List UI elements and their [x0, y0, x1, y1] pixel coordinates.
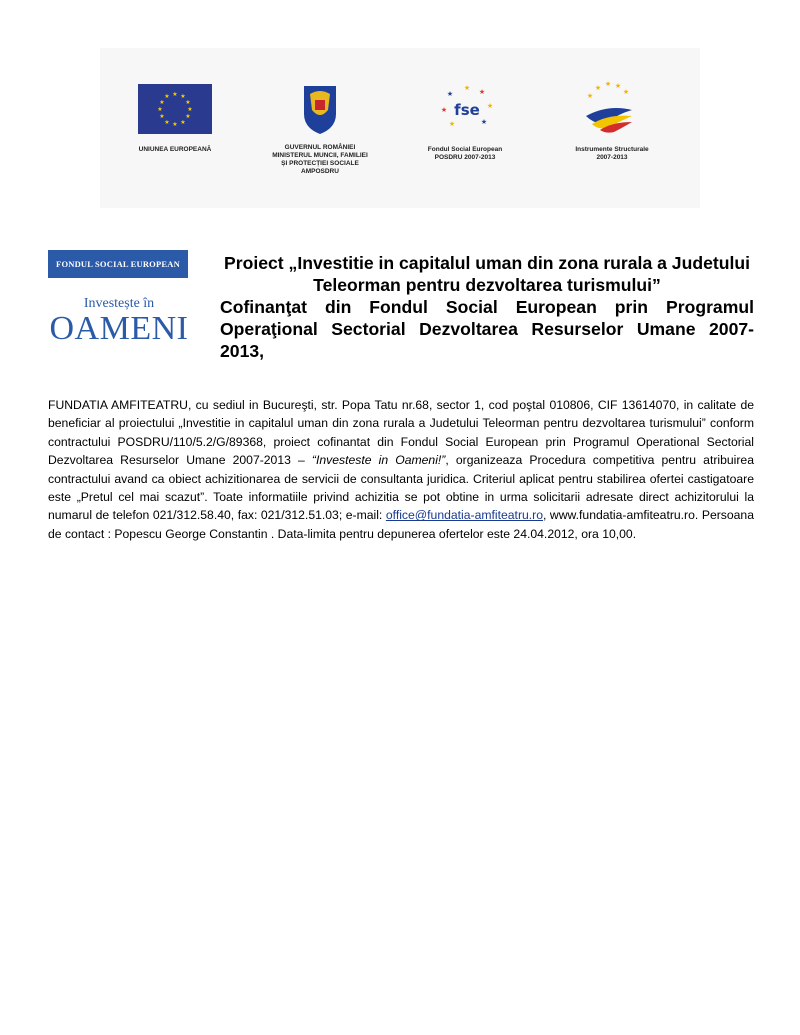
svg-text:★: ★ [622, 88, 630, 96]
svg-text:★: ★ [180, 93, 186, 100]
svg-text:fse: fse [454, 101, 480, 119]
svg-text:★: ★ [486, 102, 494, 110]
svg-text:★: ★ [478, 88, 486, 96]
invest-tagline: Investește în [83, 296, 155, 311]
fse-caption: Fondul Social European POSDRU 2007-2013 [427, 146, 503, 161]
body-part-1: cu sediul in Bucureşti, str. Popa Tatu nr.68, sector 1, cod poştal 010806, CIF 13614070, in calitate de beneficiar al proiectului „Investitie in capitalul uman din zona rurala a Judetului Teleorman pentru dezvoltarea turismului” conform contractului POSDRU/110/5.2/G/89368, proiect cofinantat din Fondul Social European prin Programul Operational Sectorial Dezvoltarea Resurselor Umane 2007-2013 – [48, 398, 755, 468]
government-logo [250, 48, 390, 208]
structural-instruments-caption: Instrumente Structurale 2007-2013 [575, 146, 649, 161]
government-caption: GUVERNUL ROMÂNIEI MINISTERUL MUNCII, FAMILIEI ȘI PROTECȚIEI SOCIALE AMPOSDRU [272, 144, 368, 175]
announcement-body [48, 396, 754, 543]
svg-text:★: ★ [185, 113, 191, 120]
svg-text:★: ★ [448, 120, 456, 128]
oameni-wordmark: OAMENI [49, 310, 189, 347]
svg-text:★: ★ [172, 91, 178, 98]
project-title [220, 252, 754, 362]
slogan: “Investeste in Oameni!” [311, 453, 446, 468]
svg-text:★: ★ [157, 106, 163, 113]
organization-name: FUNDATIA AMFITEATRU, [48, 398, 192, 412]
project-title-line2: Cofinanţat din Fondul Social European prin Programul Operaţional Sectorial Dezvoltarea Resurselor Umane 2007- 2013, [220, 297, 754, 361]
structural-instruments-logo [540, 48, 684, 208]
svg-text:★: ★ [594, 84, 602, 92]
svg-text:★: ★ [440, 106, 448, 114]
fse-logo [390, 48, 540, 208]
svg-text:★: ★ [586, 92, 594, 100]
svg-text:★: ★ [463, 84, 471, 92]
svg-text:★: ★ [446, 90, 454, 98]
fse-badge: FONDUL SOCIAL EUROPEAN [48, 250, 188, 278]
svg-text:★: ★ [159, 113, 165, 120]
project-title-line1: Proiect „Investitie in capitalul uman din zona rurala a Judetului Teleorman pentru dezvoltarea turismului” [224, 253, 750, 295]
svg-text:★: ★ [614, 82, 622, 90]
svg-text:★: ★ [185, 99, 191, 106]
email-link[interactable]: office@fundatia-amfiteatru.ro [385, 508, 543, 523]
eu-caption: UNIUNEA EUROPEANĂ [138, 146, 212, 153]
body-part-3: , www.fundatia-amfiteatru.ro. Persoana de contact : Popescu George Constantin . Data-limita pentru depunerea ofertelor este 24.04.2012, ora 10,00. [48, 508, 754, 541]
svg-text:★: ★ [180, 119, 186, 126]
svg-text:★: ★ [164, 93, 170, 100]
svg-text:★: ★ [172, 121, 178, 128]
svg-text:★: ★ [187, 106, 193, 113]
eu-logo [100, 48, 250, 208]
svg-text:★: ★ [480, 118, 488, 126]
svg-text:★: ★ [159, 99, 165, 106]
sponsor-logo-strip [100, 48, 700, 208]
body-part-2: , organizeaza Procedura competitiva pentru atribuirea contractului avand ca obiect achizitionarea de servicii de consultanta juridica. Criteriul aplicat pentru stabilirea ofertei castigatoare este „Pretul cel mai scazut”. Toate informatiile privind achizitia se pot obtine in urma solicitarii adresate direct achizitorului la numarul de telefon 021/312.58.40, fax: 021/312.51.03; e-mail: [48, 453, 754, 523]
svg-text:★: ★ [604, 80, 612, 88]
svg-text:★: ★ [164, 119, 170, 126]
